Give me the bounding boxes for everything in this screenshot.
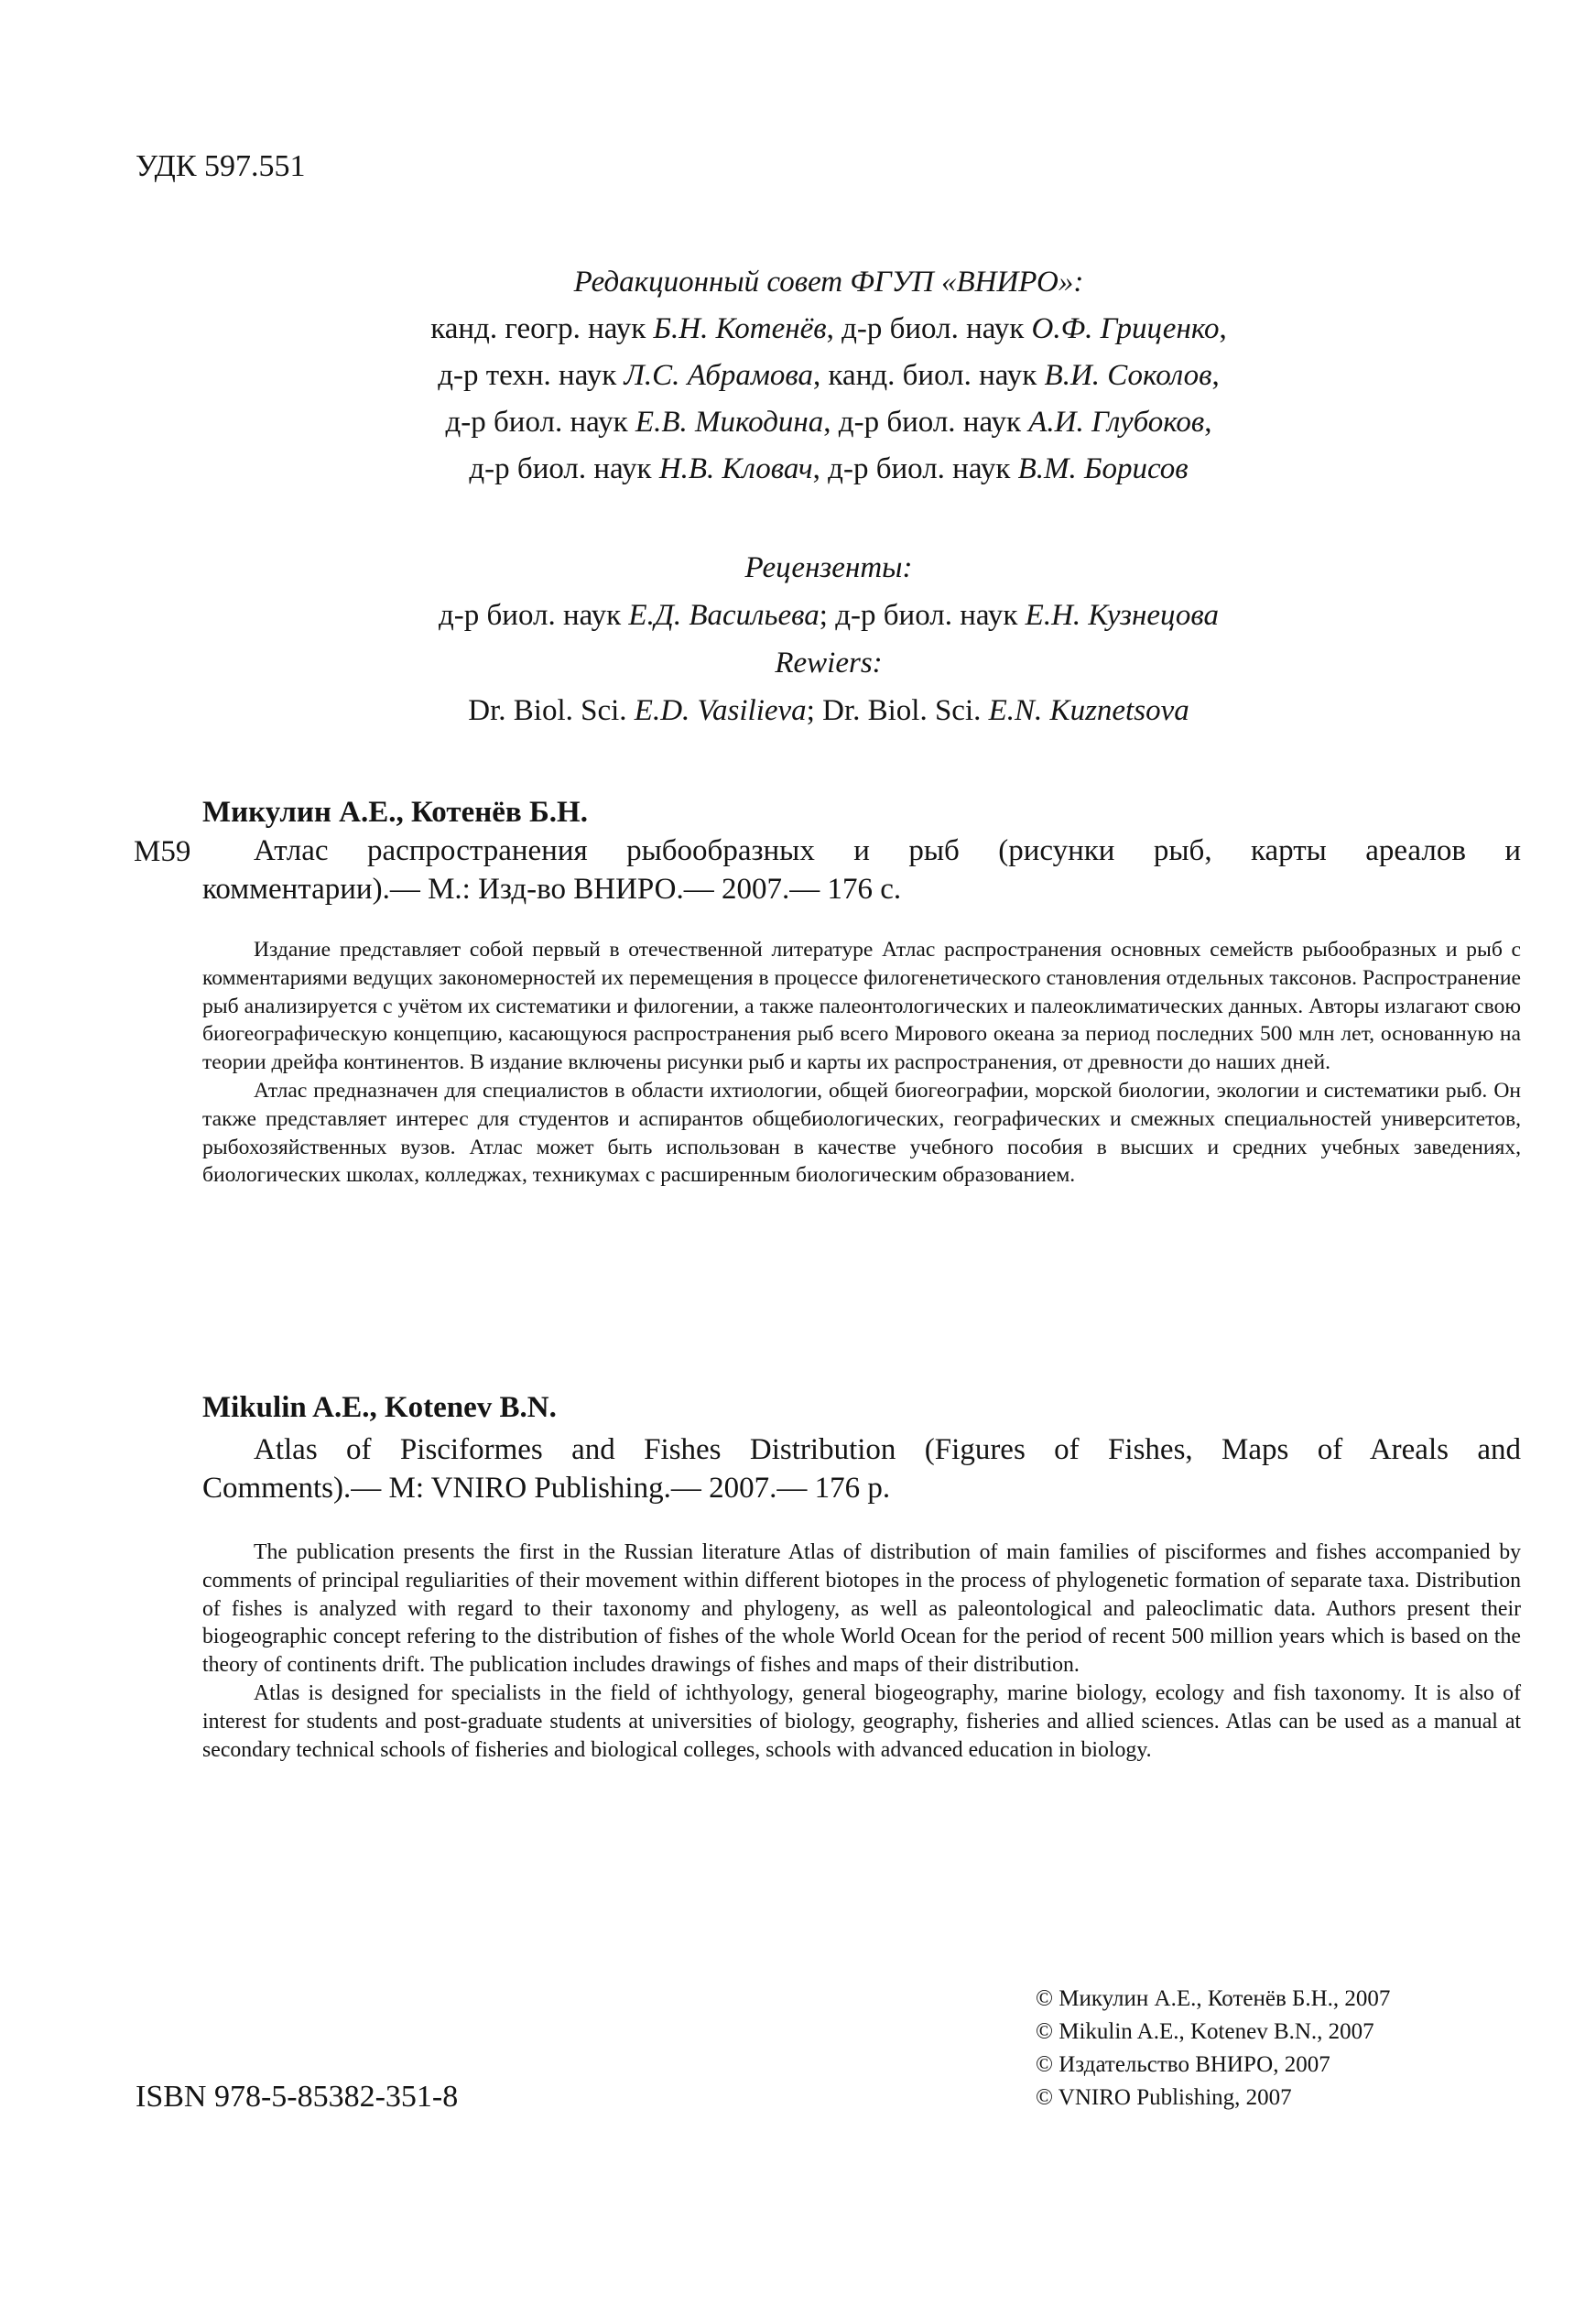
copyright-line: © Издательство ВНИРО, 2007 xyxy=(1036,2052,1330,2077)
reviewer-degree: Dr. Biol. Sci. xyxy=(468,694,627,727)
abstract-en-paragraph: Atlas is designed for specialists in the field of ichthyology, general biogeography, marine biology, ecology and fish taxonomy. It is also of interest for students and post-graduate students at universities of biology, geography, fisheries and allied sciences. Atlas can be used as a manual at secondary technical schools of fisheries and biological colleges, schools with advanced education in biology. xyxy=(202,1680,1521,1762)
member-degree: канд. геогр. наук xyxy=(430,312,646,345)
bibliography-ru xyxy=(202,829,1521,873)
bibliography-ru-line1: Атлас распространения рыбообразных и рыб (рисунки рыб, карты ареалов и xyxy=(254,834,1521,867)
reviewer-name: Е.Н. Кузнецова xyxy=(1025,599,1219,632)
member-degree: д-р биол. наук xyxy=(469,452,652,485)
copyright-line: © VNIRO Publishing, 2007 xyxy=(1036,2085,1292,2110)
member-name: Б.Н. Котенёв xyxy=(653,312,827,345)
reviewers-line-en: Dr. Biol. Sci. E.D. Vasilieva; Dr. Biol. Sci. E.N. Kuznetsova xyxy=(468,694,1189,727)
udk-code: УДК 597.551 xyxy=(136,149,306,183)
editorial-board-line: канд. геогр. наук Б.Н. Котенёв, д-р биол. наук О.Ф. Гриценко, xyxy=(430,312,1227,345)
bibliography-en-line2: Comments).— M: VNIRO Publishing.— 2007.— 176 p. xyxy=(202,1472,891,1505)
isbn: ISBN 978-5-85382-351-8 xyxy=(136,2080,459,2114)
abstract-ru xyxy=(202,936,1521,1190)
member-degree: канд. биол. наук xyxy=(828,359,1037,392)
member-name: А.И. Глубоков xyxy=(1028,406,1205,439)
bibliography-ru-line2: комментарии).— М.: Изд-во ВНИРО.— 2007.— 176 с. xyxy=(202,873,902,906)
abstract-en xyxy=(202,1539,1521,1764)
member-name: Е.В. Микодина xyxy=(635,406,824,439)
reviewer-name: E.N. Kuznetsova xyxy=(988,694,1189,727)
reviewers-title-en: Rewiers: xyxy=(775,647,883,680)
reviewer-degree: д-р биол. наук xyxy=(835,599,1018,632)
member-name: О.Ф. Гриценко xyxy=(1031,312,1220,345)
authors-en: Mikulin A.E., Kotenev B.N. xyxy=(202,1391,557,1424)
library-code: М59 xyxy=(134,835,191,868)
abstract-ru-paragraph: Издание представляет собой первый в отечественной литературе Атлас распространения основных семейств рыбообразных и рыб с комментариями ведущих закономерностей их перемещения в процессе филогенетического становления отдельных таксонов. Распространение рыб анализируется с учётом их систематики и филогении, а также палеонтологических и палеоклиматических данных. Авторы излагают свою биогеографическую концепцию, касающуюся распространения рыб всего Мирового океана за период последних 500 млн лет, основанную на теории дрейфа континентов. В издание включены рисунки рыб и карты их распространения, от древности до наших дней. xyxy=(202,938,1521,1075)
member-degree: д-р биол. наук xyxy=(838,406,1021,439)
copyright-line: © Микулин А.Е., Котенёв Б.Н., 2007 xyxy=(1036,1986,1391,2011)
reviewers-line-ru: д-р биол. наук Е.Д. Васильева; д-р биол. наук Е.Н. Кузнецова xyxy=(438,599,1219,632)
member-degree: д-р биол. наук xyxy=(445,406,628,439)
authors-ru: Микулин А.Е., Котенёв Б.Н. xyxy=(202,796,588,829)
editorial-board-title: Редакционный совет ФГУП «ВНИРО»: xyxy=(573,266,1084,299)
reviewer-degree: Dr. Biol. Sci. xyxy=(822,694,982,727)
copyright-line: © Mikulin A.E., Kotenev B.N., 2007 xyxy=(1036,2019,1374,2044)
member-name: Н.В. Кловач xyxy=(658,452,813,485)
member-name: Л.С. Абрамова xyxy=(624,359,814,392)
member-degree: д-р биол. наук xyxy=(841,312,1025,345)
reviewers-title-ru: Рецензенты: xyxy=(744,551,913,584)
member-degree: д-р биол. наук xyxy=(828,452,1011,485)
reviewer-name: Е.Д. Васильева xyxy=(628,599,820,632)
editorial-board-line: д-р биол. наук Н.В. Кловач, д-р биол. наук В.М. Борисов xyxy=(469,452,1189,485)
reviewer-name: E.D. Vasilieva xyxy=(634,694,807,727)
abstract-ru-paragraph: Атлас предназначен для специалистов в области ихтиологии, общей биогеографии, морской биологии, экологии и систематики рыб. Он также представляет интерес для студентов и аспирантов общебиологических, географических и смежных специальностей университетов, рыбохозяйственных вузов. Атлас может быть использован в качестве учебного пособия в высших и средних учебных заведениях, биологических школах, колледжах, техникумах с расширенным биологическим образованием. xyxy=(202,1078,1521,1188)
abstract-en-paragraph: The publication presents the first in the Russian literature Atlas of distribution of main families of pisciformes and fishes accompanied by comments of principal reguliarities of their movement within different biotopes in the process of phylogenetic formation of separate taxa. Distribution of fishes is analyzed with regard to their taxonomy and phylogeny, as well as paleontological and paleoclimatic data. Authors present their biogeographic concept refering to the distribution of fishes of the whole World Ocean for the period of recent 500 million years which is based on the theory of continents drift. The publication includes drawings of fishes and maps of their distribution. xyxy=(202,1540,1521,1678)
bibliography-en-line1: Atlas of Pisciformes and Fishes Distribution (Figures of Fishes, Maps of Areals and xyxy=(254,1433,1521,1466)
editorial-board-line: д-р техн. наук Л.С. Абрамова, канд. биол. наук В.И. Соколов, xyxy=(438,359,1220,392)
reviewer-degree: д-р биол. наук xyxy=(438,599,622,632)
member-name: В.М. Борисов xyxy=(1017,452,1189,485)
reviewers xyxy=(302,544,1355,734)
member-degree: д-р техн. наук xyxy=(438,359,617,392)
editorial-board xyxy=(302,259,1355,493)
member-name: В.И. Соколов xyxy=(1044,359,1212,392)
editorial-board-line: д-р биол. наук Е.В. Микодина, д-р биол. наук А.И. Глубоков, xyxy=(445,406,1212,439)
copyright-block xyxy=(1036,1983,1390,2115)
